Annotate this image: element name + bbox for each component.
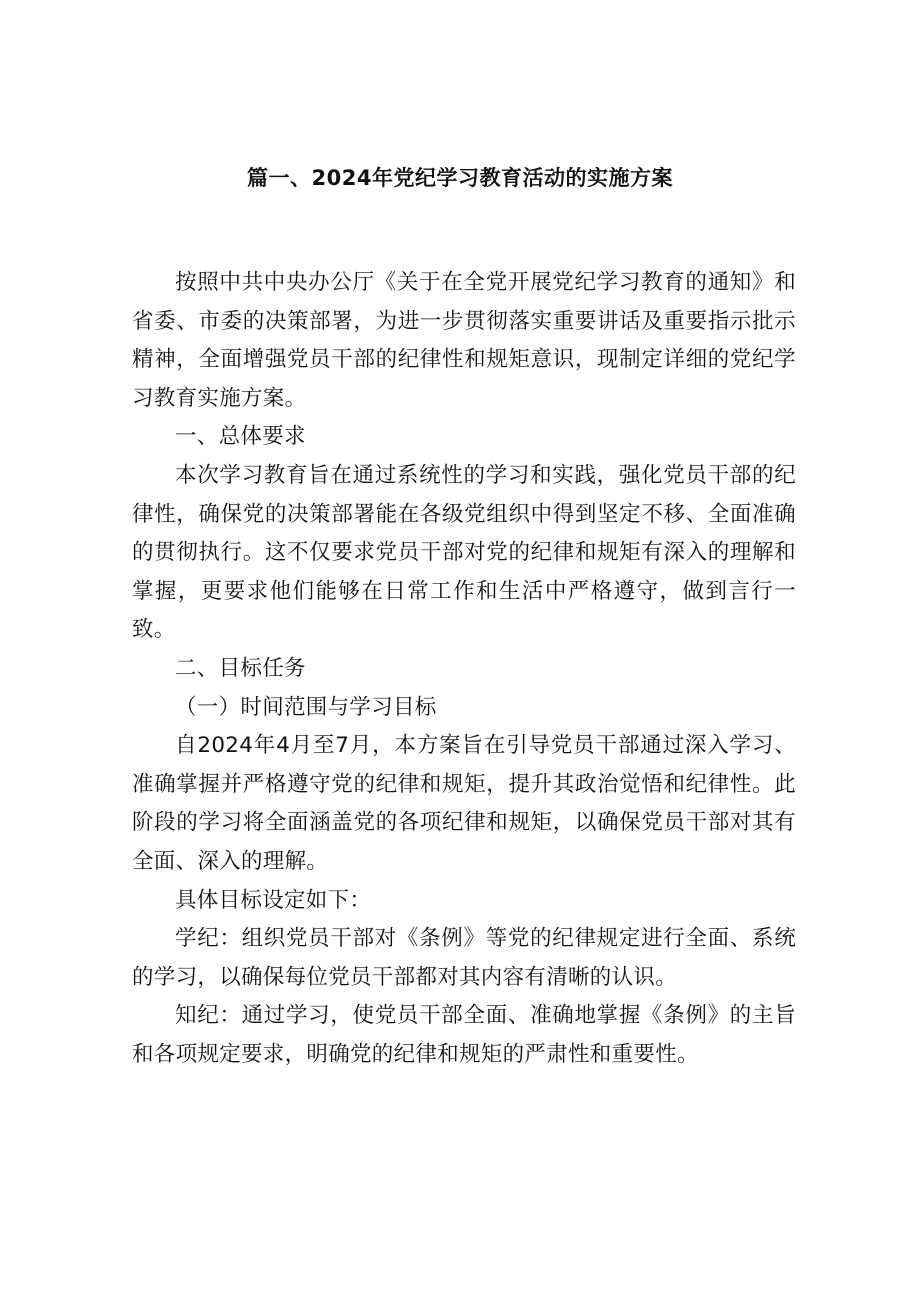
document-title: 篇一、2024年党纪学习教育活动的实施方案 (247, 166, 673, 190)
specific-goals-intro: 具体目标设定如下： (175, 887, 372, 913)
document-body (132, 264, 796, 1074)
section-heading-goals-tasks: 二、目标任务 (175, 655, 306, 681)
general-requirements-paragraph: 本次学习教育旨在通过系统性的学习和实践，强化党员干部的纪律性，确保党的决策部署能在各级党组织中得到坚定不移、全面准确的贯彻执行。这不仅要求党员干部对党的纪律和规矩有深入的理解和掌握，更要求他们能够在日常工作和生活中严格遵守，做到言行一致。 (132, 462, 796, 643)
goal-learn-discipline: 学纪：组织党员干部对《条例》等党的纪律规定进行全面、系统的学习，以确保每位党员干部都对其内容有清晰的认识。 (132, 926, 796, 990)
intro-paragraph: 按照中共中央办公厅《关于在全党开展党纪学习教育的通知》和省委、市委的决策部署，为进一步贯彻落实重要讲话及重要指示批示精神，全面增强党员干部的纪律性和规矩意识，现制定详细的党纪学习教育实施方案。 (132, 270, 796, 411)
section-heading-general-requirements: 一、总体要求 (175, 424, 306, 450)
subsection-heading-time-scope: （一）时间范围与学习目标 (175, 694, 437, 720)
time-scope-paragraph: 自2024年4月至7月，本方案旨在引导党员干部通过深入学习、准确掌握并严格遵守党的纪律和规矩，提升其政治觉悟和纪律性。此阶段的学习将全面涵盖党的各项纪律和规矩，以确保党员干部对其有全面、深入的理解。 (132, 733, 796, 874)
goal-know-discipline: 知纪：通过学习，使党员干部全面、准确地掌握《条例》的主旨和各项规定要求，明确党的纪律和规矩的严肃性和重要性。 (132, 1003, 796, 1067)
